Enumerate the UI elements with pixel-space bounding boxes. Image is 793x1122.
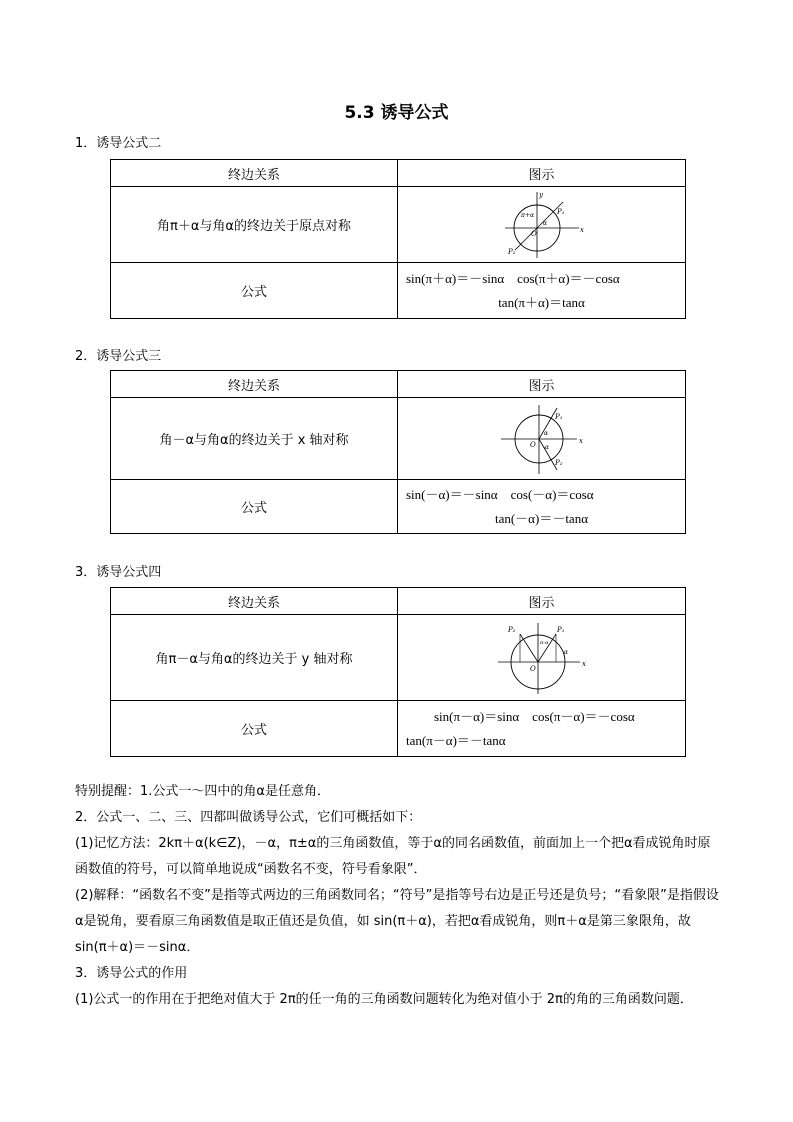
- formula-line-2: tan(－α)＝－tanα: [494, 510, 589, 526]
- formula-table-3: [110, 587, 686, 757]
- formula-line-1: sin(－α)＝－sinα cos(－α)＝cosα: [406, 486, 594, 502]
- section-heading-2: 2．诱导公式三: [75, 349, 162, 364]
- note-usage-heading: 3．诱导公式的作用: [75, 966, 188, 981]
- origin-label: O: [529, 440, 536, 449]
- col-header-diagram: 图示: [398, 160, 686, 187]
- terminal-line-alpha: [538, 634, 556, 662]
- alpha-label: α: [543, 429, 548, 437]
- col-header-relation: 终边关系: [111, 160, 398, 187]
- relation-text: 角π－α与角α的终边关于 y 轴对称: [111, 615, 398, 701]
- diagram-cell: [398, 615, 686, 701]
- terminal-line: [515, 202, 563, 250]
- formula-cell: [398, 480, 686, 534]
- page-title: 5.3 诱导公式: [344, 103, 449, 123]
- x-label: x: [581, 659, 586, 668]
- diagram-cell: [398, 187, 686, 263]
- p2-label: P₂: [507, 247, 516, 256]
- note-memory-method: (1)记忆方法：2kπ＋α(k∈Z)，－α，π±α的三角函数值，等于α的同名函数值，前面加上一个把α看成锐角时原函数值的符号，可以简单地说成“函数名不变，符号看象限”．: [75, 836, 711, 877]
- note-formula-summary: 2．公式一、二、三、四都叫做诱导公式，它们可概括如下：: [75, 810, 422, 825]
- unit-circle-diagram-1: [497, 190, 587, 260]
- formula-line-2: tan(π－α)＝－tanα: [406, 732, 506, 748]
- origin-label: O: [530, 229, 537, 238]
- formula-line-2: tan(π＋α)＝tanα: [498, 294, 585, 310]
- relation-text: 角－α与角α的终边关于 x 轴对称: [111, 398, 398, 480]
- x-label: x: [578, 436, 583, 445]
- col-header-diagram: 图示: [398, 588, 686, 615]
- col-header-diagram: 图示: [398, 371, 686, 398]
- formula-cell: [398, 701, 686, 757]
- note-special-reminder: 特别提醒：1.公式一～四中的角α是任意角．: [75, 784, 330, 799]
- alpha-label: α: [563, 648, 568, 656]
- formula-line-1: sin(π＋α)＝－sinα cos(π＋α)＝－cosα: [406, 270, 620, 286]
- formula-label: 公式: [111, 263, 398, 319]
- diagram-cell: [398, 398, 686, 480]
- angle-label: π-α: [539, 639, 548, 646]
- formula-label: 公式: [111, 701, 398, 757]
- p2-label: P₂: [507, 625, 516, 634]
- unit-circle-diagram-2: [497, 402, 587, 476]
- relation-text: 角π＋α与角α的终边关于原点对称: [111, 187, 398, 263]
- col-header-relation: 终边关系: [111, 588, 398, 615]
- formula-cell: [398, 263, 686, 319]
- angle-label: π+α: [520, 211, 534, 219]
- formula-label: 公式: [111, 480, 398, 534]
- p1-label: P₁: [556, 625, 565, 634]
- unit-circle-diagram-3: [494, 620, 590, 696]
- notes-block: [75, 779, 723, 1013]
- formula-table-1: [110, 159, 686, 319]
- x-label: x: [579, 225, 584, 234]
- neg-alpha-label: -α: [542, 443, 549, 451]
- terminal-line-pi-minus-alpha: [520, 634, 538, 662]
- section-heading-1: 1．诱导公式二: [75, 136, 162, 151]
- origin-label: O: [529, 664, 536, 673]
- p2-label: P₂: [554, 458, 563, 467]
- p1-label: P₁: [556, 207, 565, 216]
- y-label: y: [538, 190, 543, 199]
- note-formula-one-usage: (1)公式一的作用在于把绝对值大于 2π的任一角的三角函数问题转化为绝对值小于 2π的角的三角函数问题．: [75, 992, 693, 1007]
- alpha-label: α: [542, 219, 547, 227]
- formula-table-2: [110, 370, 686, 534]
- note-explanation: (2)解释：“函数名不变”是指等式两边的三角函数同名；“符号”是指等号右边是正号还是负号；“看象限”是指假设α是锐角，要看原三角函数值是取正值还是负值，如 sin(π＋α)，若把α看成锐角，则π＋α是第三象限角，故 sin(π＋α)＝－sinα．: [75, 888, 719, 955]
- formula-line-1: sin(π－α)＝sinα cos(π－α)＝－cosα: [434, 708, 635, 724]
- section-heading-3: 3．诱导公式四: [75, 565, 162, 580]
- p1-label: P₁: [554, 412, 563, 421]
- col-header-relation: 终边关系: [111, 371, 398, 398]
